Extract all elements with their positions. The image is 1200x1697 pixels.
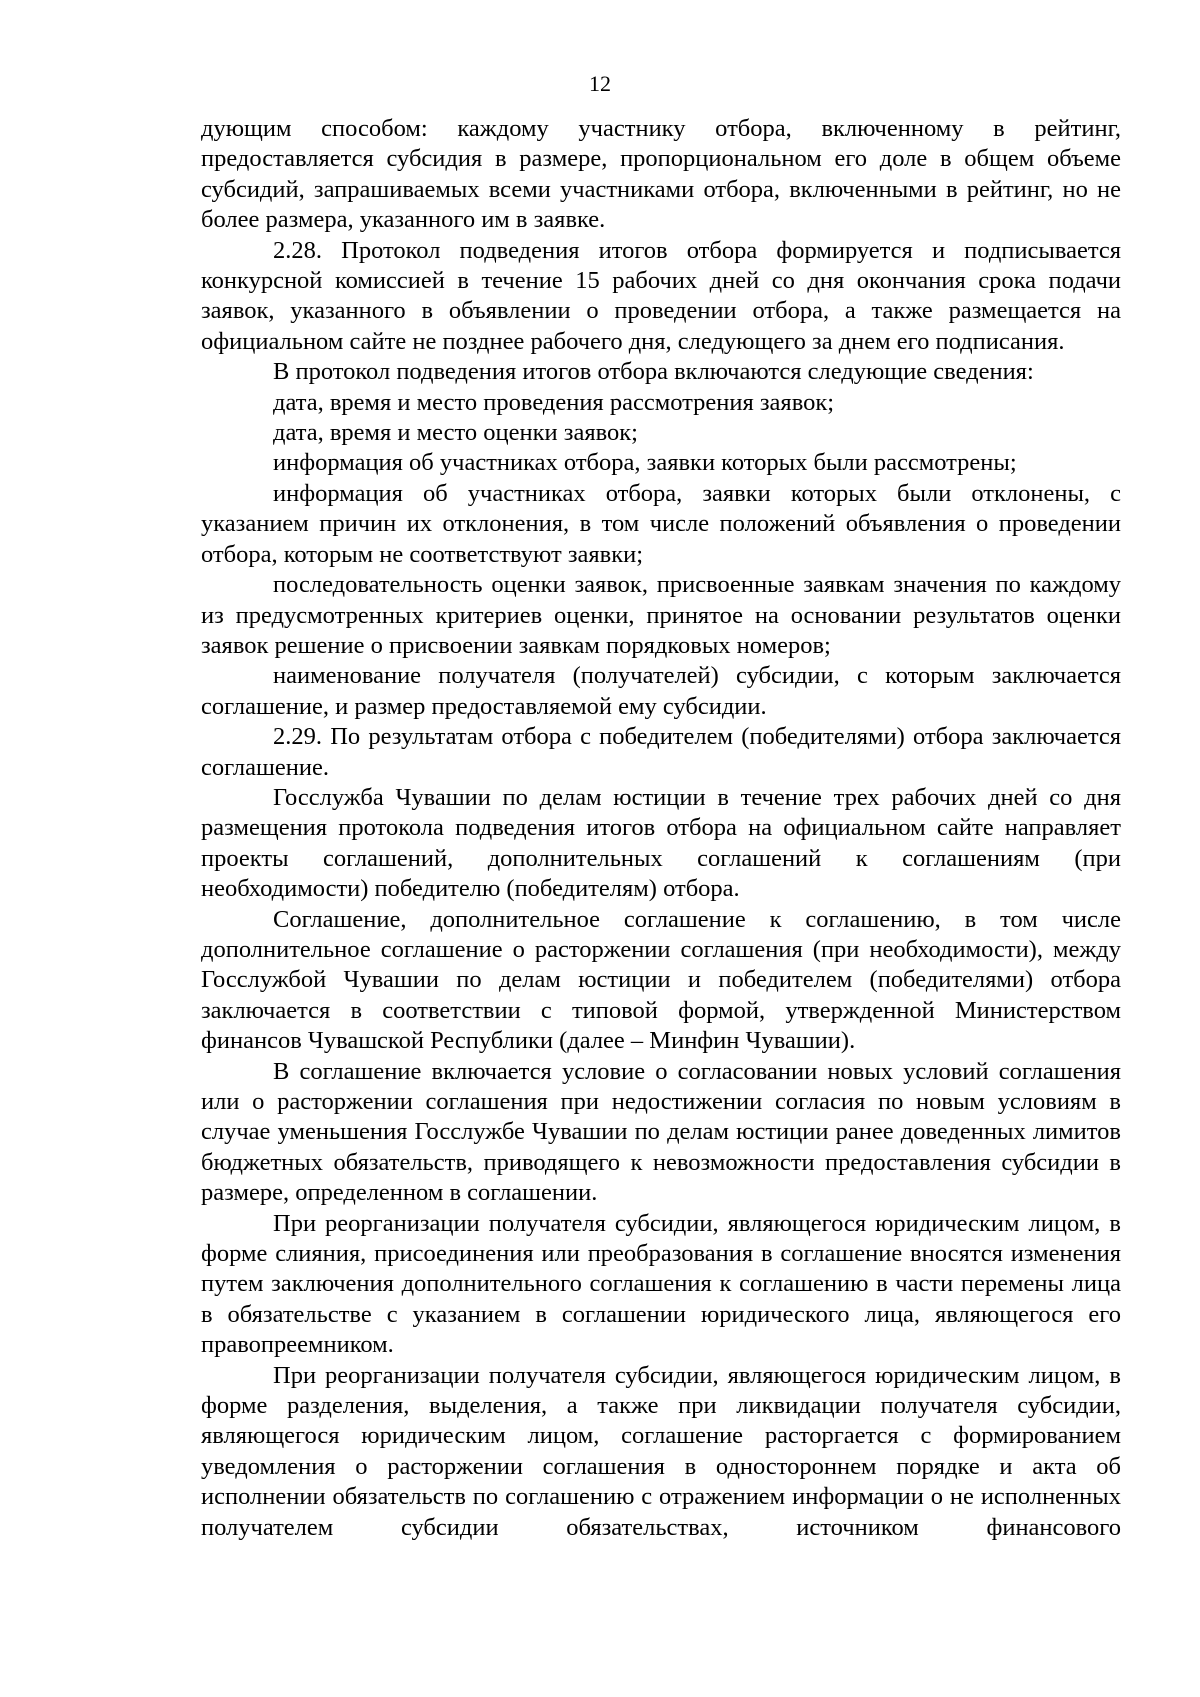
list-item-recipient-name: наименование получателя (получателей) субсидии, с которым заключается соглашение, и размер предоставляемой ему субсидии. — [201, 662, 1121, 720]
paragraph-agreement-conditions: В соглашение включается условие о согласовании новых условий соглашения или о расторжении соглашения при недостижении согласия по новым условиям в случае уменьшения Госслужбе Чувашии по делам юстиции ранее доведенных лимитов бюджетных обязательств, приводящего к невозможности предоставления субсидии в размере, определенном в соглашении. — [201, 1057, 1121, 1207]
paragraph-agreement-form: Соглашение, дополнительное соглашение к соглашению, в том числе дополнительное соглашение о расторжении соглашения (при необходимости), между Госслужбой Чувашии по делам юстиции и победителем (победителями) отбора заключается в соответствии с типовой формой, утвержденной Министерством финансов Чувашской Республики (далее – Минфин Чувашии). — [201, 905, 1121, 1055]
paragraph-2-29: 2.29. По результатам отбора с победителем (победителями) отбора заключается соглашение. — [201, 723, 1121, 781]
paragraph-continuation: дующим способом: каждому участнику отбора, включенному в рейтинг, предоставляется субсидия в размере, пропорциональном его доле в общем объеме субсидий, запрашиваемых всеми участниками отбора, включенными в рейтинг, но не более размера, указанного им в заявке. — [201, 115, 1121, 234]
list-item-rejected-participants: информация об участниках отбора, заявки которых были отклонены, с указанием причин их отклонения, в том числе положений объявления о проведении отбора, которым не соответствуют заявки; — [201, 479, 1121, 568]
list-item-evaluation-date: дата, время и место оценки заявок; — [273, 419, 638, 447]
list-item-review-date: дата, время и место проведения рассмотрения заявок; — [273, 388, 835, 416]
paragraph-protocol-contents: В протокол подведения итогов отбора включаются следующие сведения: — [273, 358, 1034, 386]
paragraph-reorganization-division: При реорганизации получателя субсидии, являющегося юридическим лицом, в форме разделения, выделения, а также при ликвидации получателя субсидии, являющегося юридическим лицом, соглашение расторгается с формированием уведомления о расторжении соглашения в одностороннем порядке и акта об исполнении обязательств по соглашению с отражением информации о не исполненных получателем субсидии обязательствах, источником финансового — [201, 1361, 1121, 1541]
paragraph-draft-agreements: Госслужба Чувашии по делам юстиции в течение трех рабочих дней со дня размещения протокола подведения итогов отбора на официальном сайте направляет проекты соглашений, дополнительных соглашений к соглашениям (при необходимости) победителю (победителям) отбора. — [201, 783, 1121, 903]
list-item-reviewed-participants: информация об участниках отбора, заявки которых были рассмотрены; — [273, 449, 1017, 477]
page-number: 12 — [589, 71, 611, 96]
document-body — [201, 114, 1121, 1543]
paragraph-2-28: 2.28. Протокол подведения итогов отбора формируется и подписывается конкурсной комиссией в течение 15 рабочих дней со дня окончания срока подачи заявок, указанного в объявлении о проведении отбора, а также размещается на официальном сайте не позднее рабочего дня, следующего за днем его подписания. — [201, 236, 1121, 355]
list-item-evaluation-sequence: последовательность оценки заявок, присвоенные заявкам значения по каждому из предусмотренных критериев оценки, принятое на основании результатов оценки заявок решение о присвоении заявкам порядковых номеров; — [201, 571, 1121, 659]
paragraph-reorganization-merger: При реорганизации получателя субсидии, являющегося юридическим лицом, в форме слияния, присоединения или преобразования в соглашение вносятся изменения путем заключения дополнительного соглашения к соглашению в части перемены лица в обязательстве с указанием в соглашении юридического лица, являющегося его правопреемником. — [201, 1209, 1121, 1359]
